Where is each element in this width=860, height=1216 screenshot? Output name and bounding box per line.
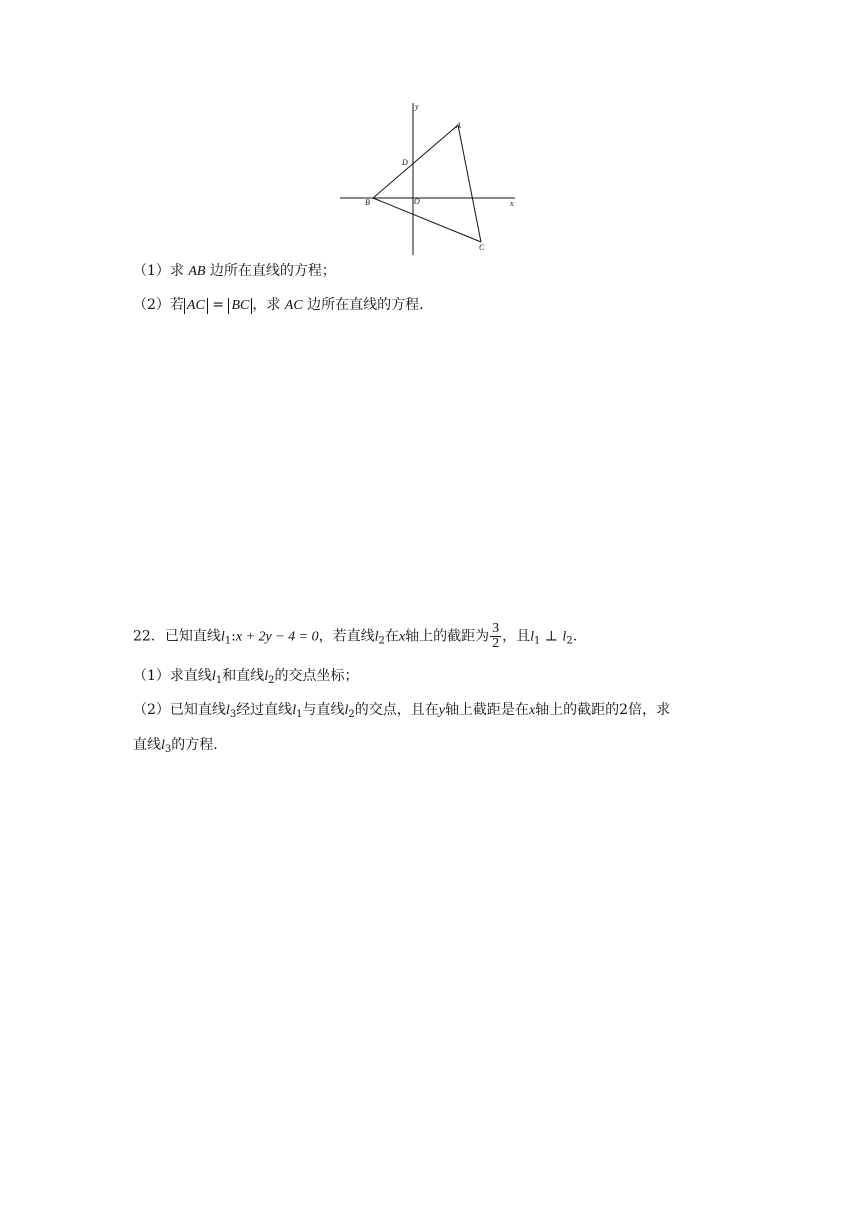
question-number: 22． [133,628,165,645]
q21-part2: （2）若 AC = BC ，求 AC 边所在直线的方程. [133,297,424,313]
abs-ac: AC [184,298,208,314]
q21-part1: （1）求 AB 边所在直线的方程； [133,263,336,279]
q22-part1: （1）求直线$l_1$和直线$l_2$的交点坐标； [133,668,359,686]
label-b: B [365,198,370,207]
fraction-three-halves: $\frac{3}{2}$ [492,621,500,651]
label-d: D [402,158,408,167]
coordinate-diagram [330,95,530,260]
label-c: C [479,243,485,252]
segment-ac [458,125,481,242]
label-a: A [456,121,461,130]
abs-bc: BC [228,298,252,314]
segment-ab [373,125,458,198]
q22-part2-continued: 直线$l_3$的方程. [133,737,218,755]
triangle-figure [330,95,530,260]
label-o: O [414,197,420,206]
label-x: x [510,199,514,208]
equation-l1: x + 2y − 4 = 0 [235,629,319,645]
label-y: y [415,102,419,111]
q22-stem: 22．已知直线$l_1:x + 2y - 4 = 0$，若直线$l_2$在x轴上的截距为 $\frac{3}{2}$ ，且$l_1$ ⊥ $l_2$. [133,621,578,651]
q22-part2: （2）已知直线$l_3$经过直线$l_1$与直线$l_2$的交点，且在y轴上截距是在x轴上的截距的2倍，求 [133,702,671,720]
segment-bc [373,198,481,242]
